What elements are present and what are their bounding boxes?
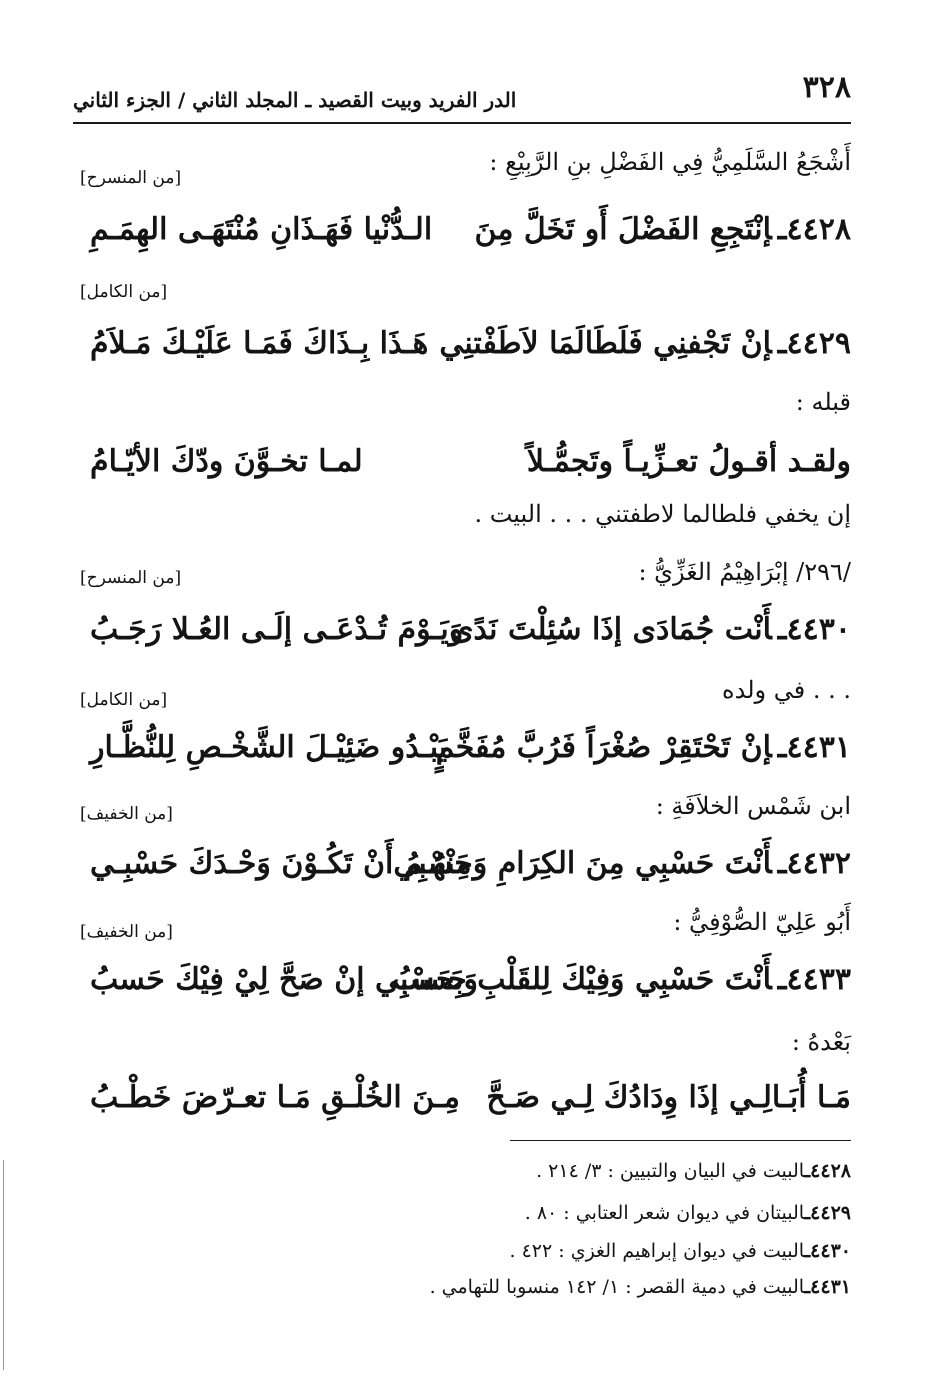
poet-intro: [90, 676, 851, 704]
note-line: بَعْدهُ :: [791, 1028, 851, 1056]
poet-intro: [90, 148, 851, 176]
second-hemistich: لمـا تخـوَّنَ ودّكَ الأيّـامُ: [90, 444, 363, 479]
meter-label: [من الخفيف]: [80, 922, 173, 942]
meter-label: [من المنسرح]: [80, 568, 182, 588]
note-line: قبله :: [795, 388, 851, 416]
verse-line: [90, 612, 851, 656]
poet-intro-text: ابن شَمْس الخلاَفَةِ :: [655, 792, 851, 820]
first-hemistich: ولقـد أقـولُ تعـزِّيـاً وتَجمُّـلاً: [526, 444, 851, 479]
footnote-text: البيت في دمية القصر : ١/ ١٤٢ منسوبا للتهامي .: [429, 1276, 805, 1298]
footnote-separator: [510, 1140, 851, 1141]
meter-label: [من الكامل]: [80, 282, 168, 302]
scan-edge-mark: [3, 1160, 4, 1370]
verse-number: ٤٤٣١ـ: [777, 730, 851, 765]
second-hemistich: هَـذَا بِـذَاكَ فَمَـا عَلَيْـكَ مَـلاَمُ: [90, 326, 429, 361]
footnote-number: ٤٤٢٨ـ: [804, 1160, 851, 1182]
verse-number: ٤٤٢٨ـ: [777, 212, 851, 247]
footnote-number: ٤٤٣٠ـ: [804, 1240, 851, 1262]
second-hemistich: يَبْـدُو ضَئِيْـلَ الشَّخْـصِ لِلنُّظَّـارِ: [90, 730, 448, 765]
poet-intro: [90, 792, 851, 820]
footnote: [536, 1160, 851, 1182]
footnote-text: البيت في ديوان إبراهيم الغزي : ٤٢٢ .: [509, 1240, 805, 1262]
footnote: [510, 1240, 852, 1262]
verse-line: [90, 444, 851, 488]
verse-number: ٤٤٣٠ـ: [777, 612, 851, 647]
verse-line: [90, 962, 851, 1006]
poet-intro: [90, 908, 851, 936]
first-hemistich: ٤٤٢٨ـإنْتَجِعِ الفَضْلَ أَو تَخَلَّ مِنَ: [474, 212, 851, 247]
page-number: ٣٢٨: [802, 70, 851, 105]
verse-number: ٤٤٣٢ـ: [777, 846, 851, 881]
first-hemistich: ٤٤٣١ـإنْ تَحْتَقِرْ صُغْرَاً فَرُبَّ مُفَخَّمٍ: [435, 730, 851, 765]
verse-line: [90, 730, 851, 774]
footnote-text: البيت في البيان والتبيين : ٣/ ٢١٤ .: [536, 1160, 805, 1182]
poet-intro-text: أَشْجَعُ السَّلَمِيُّ فِي الفَضْلِ بنِ الرَّبِيْعِ :: [489, 148, 851, 176]
second-hemistich: مِنْهُـمُ أَنْ تَكُـوْنَ وَحْـدَكَ حَسْبِـي: [90, 846, 472, 881]
poet-intro-text: /٢٩٦/ إبْرَاهِيْمُ الغَزِّيُّ :: [638, 558, 851, 586]
running-title: الدر الفريد وبيت القصيد ـ المجلد الثاني / الجزء الثاني: [73, 88, 517, 112]
footnote: [430, 1276, 851, 1298]
verse-number: ٤٤٢٩ـ: [777, 326, 851, 361]
page-header: [73, 66, 851, 124]
verse-number: ٤٤٣٣ـ: [777, 962, 851, 997]
first-hemistich: مَـا أُبَـالِـي إذَا وِدَادُكَ لِـي صَـحَّ: [486, 1080, 851, 1115]
verse-line: [90, 212, 851, 256]
first-hemistich: ٤٤٢٩ـإنْ تَجْفنِي فَلَطَالَمَا لاَطَفْتنِي: [439, 326, 851, 361]
first-hemistich: ٤٤٣٣ـأَنْتَ حَسْبِي وَفِيْكَ لِلقَلْبِ حَسبُ: [392, 962, 851, 997]
meter-label: [من الكامل]: [80, 690, 168, 710]
footnote-number: ٤٤٢٩ـ: [804, 1202, 851, 1224]
second-hemistich: وَيَـوْمَ تُـدْعَـى إلَـى العُـلا رَجَـبُ: [90, 612, 464, 647]
first-hemistich: ٤٤٣٢ـأَنْتَ حَسْبِي مِنَ الكِرَامِ وَحَسْبِي: [393, 846, 851, 881]
footnote-number: ٤٤٣١ـ: [804, 1276, 851, 1298]
second-hemistich: الـدُّنْيا فَهَـذَانِ مُنْتَهَـى الهِمَـمِ: [90, 212, 433, 247]
poet-intro-text: . . . في ولده: [722, 676, 851, 704]
poet-intro: [90, 558, 851, 586]
second-hemistich: مِـنَ الخُلْـقِ مَـا تعـرّضَ خَطْـبُ: [90, 1080, 460, 1115]
footnote: [525, 1202, 851, 1224]
note-line: إن يخفي فلطالما لاطفتني . . . البيت .: [474, 500, 851, 528]
second-hemistich: وَبِحَسْبِي إنْ صَحَّ لِيْ فِيْكَ حَسبُ: [90, 962, 479, 997]
poet-intro-text: أَبُو عَلِيّ الصُّوْفِيُّ :: [673, 908, 851, 936]
verse-line: [90, 1080, 851, 1124]
verse-line: [90, 846, 851, 890]
verse-line: [90, 326, 851, 370]
footnote-text: البيتان في ديوان شعر العتابي : ٨٠ .: [524, 1202, 805, 1224]
meter-label: [من الخفيف]: [80, 804, 173, 824]
first-hemistich: ٤٤٣٠ـأَنْت جُمَادَى إذَا سُئِلْتَ نَدًى: [449, 612, 851, 647]
meter-label: [من المنسرح]: [80, 168, 182, 188]
